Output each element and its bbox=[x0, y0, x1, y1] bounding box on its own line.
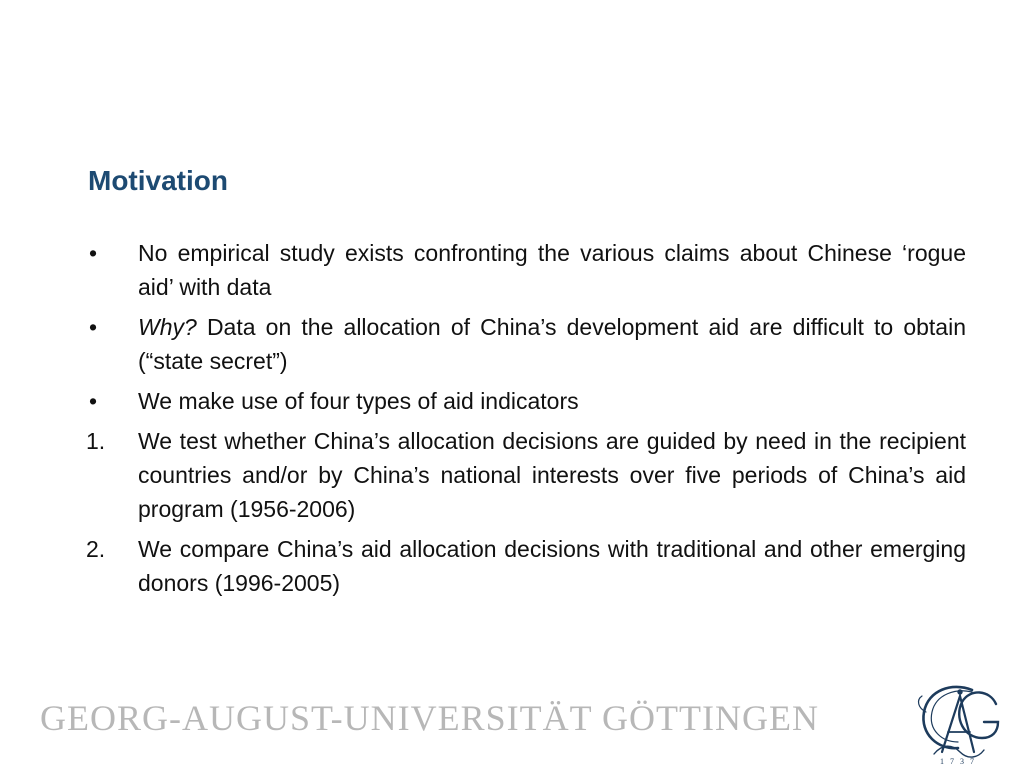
number-marker: 2. bbox=[86, 536, 106, 562]
list-item-text: Data on the allocation of China’s development aid are difficult to obtain (“state secret”) bbox=[138, 314, 966, 374]
list-item-italic-lead: Why? bbox=[138, 314, 197, 340]
number-marker: 1. bbox=[86, 428, 106, 454]
university-name: GEORG-AUGUST-UNIVERSITÄT GÖTTINGEN bbox=[40, 698, 819, 738]
university-seal-logo bbox=[912, 678, 1008, 766]
list-item-text: We compare China’s aid allocation decisions with traditional and other emerging donors (1996-2005) bbox=[138, 536, 966, 596]
bullet-marker: • bbox=[89, 314, 98, 340]
list-item bbox=[86, 384, 966, 418]
seal-year: 1737 bbox=[940, 757, 980, 766]
list-item-text: We make use of four types of aid indicators bbox=[138, 388, 579, 414]
bullet-marker: • bbox=[89, 240, 98, 266]
list-item bbox=[86, 532, 966, 600]
list-item bbox=[86, 310, 966, 378]
list-item-text: No empirical study exists confronting the various claims about Chinese ‘rogue aid’ with data bbox=[138, 240, 966, 300]
bullet-list bbox=[86, 236, 966, 606]
list-item-text: We test whether China’s allocation decisions are guided by need in the recipient countries and/or by China’s national interests over five periods of China’s aid program (1956-2006) bbox=[138, 428, 966, 522]
list-item bbox=[86, 236, 966, 304]
list-item bbox=[86, 424, 966, 526]
slide-title: Motivation bbox=[88, 165, 228, 196]
bullet-marker: • bbox=[89, 388, 98, 414]
